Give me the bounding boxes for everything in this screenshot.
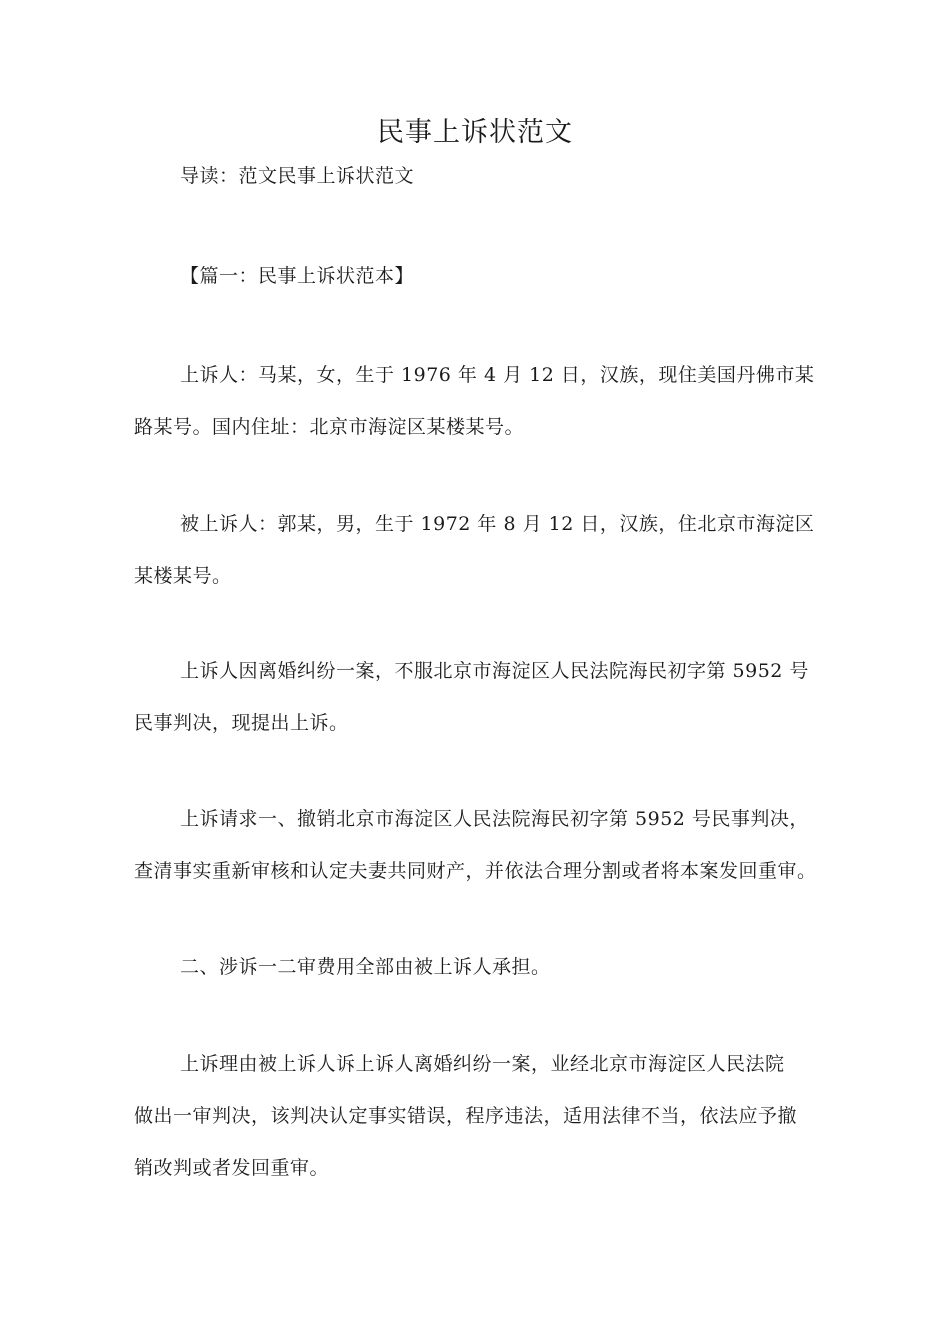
section-heading-paragraph [134,250,824,302]
document-title: 民事上诉状范文 [377,117,573,148]
request-one-line-2: 查清事实重新审核和认定夫妻共同财产，并依法合理分割或者将本案发回重审。 [134,860,817,882]
appellant-line-1: 上诉人：马某，女，生于 1976 年 4 月 12 日，汉族，现住美国丹佛市某 [180,364,815,386]
intro-paragraph [134,150,824,202]
section-heading: 【篇一：民事上诉状范本】 [180,265,415,287]
case-paragraph [134,645,824,749]
appellant-paragraph [134,349,824,453]
reason-line-1: 上诉理由被上诉人诉上诉人离婚纠纷一案，业经北京市海淀区人民法院 [180,1053,785,1075]
appellee-line-2: 某楼某号。 [134,565,232,587]
reason-line-3: 销改判或者发回重审。 [134,1157,330,1179]
request-two-text: 二、涉诉一二审费用全部由被上诉人承担。 [180,956,551,978]
appellee-paragraph [134,498,824,602]
appellant-line-2: 路某号。国内住址：北京市海淀区某楼某号。 [134,416,525,438]
request-one-line-1: 上诉请求一、撤销北京市海淀区人民法院海民初字第 5952 号民事判决， [180,808,809,830]
reason-paragraph [134,1038,824,1194]
case-line-1: 上诉人因离婚纠纷一案，不服北京市海淀区人民法院海民初字第 5952 号 [180,660,809,682]
appellee-line-1: 被上诉人：郭某，男，生于 1972 年 8 月 12 日，汉族，住北京市海淀区 [180,513,815,535]
request-one-paragraph [134,793,824,897]
case-line-2: 民事判决，现提出上诉。 [134,712,349,734]
intro-text: 导读：范文民事上诉状范文 [180,165,415,187]
request-two-paragraph [134,941,824,993]
reason-line-2: 做出一审判决，该判决认定事实错误，程序违法，适用法律不当，依法应予撤 [134,1105,798,1127]
